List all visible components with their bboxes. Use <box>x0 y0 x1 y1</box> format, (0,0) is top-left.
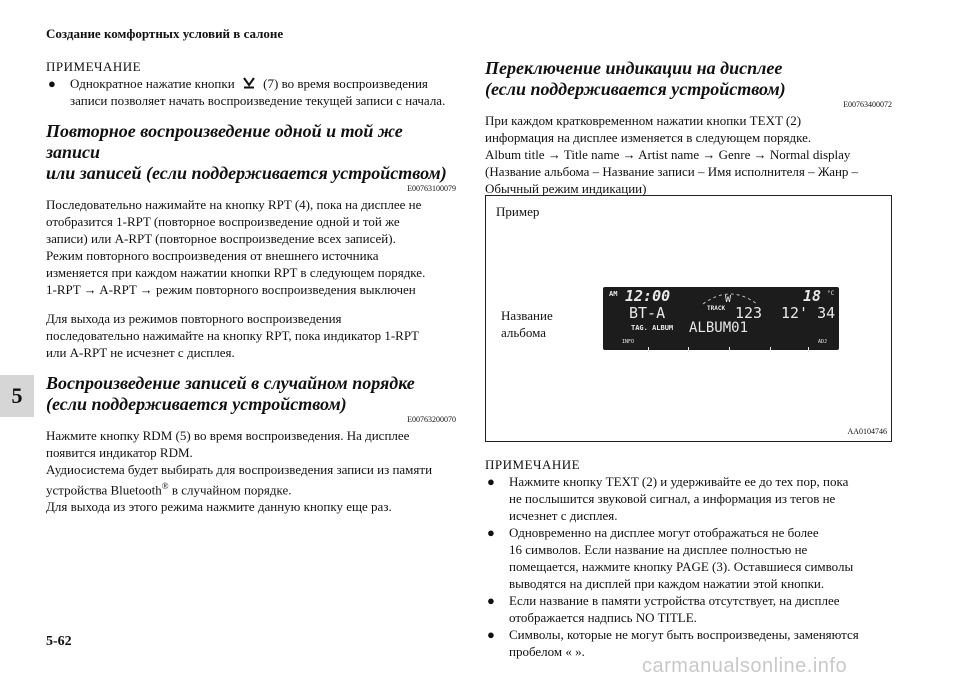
am-indicator: AM <box>609 290 618 298</box>
note-title: ПРИМЕЧАНИЕ <box>485 457 581 472</box>
text-line: При каждом кратковременном нажатии кнопки TEXT (2) <box>485 113 802 128</box>
text-line: Если название в памяти устройства отсутствует, на дисплее <box>509 593 840 608</box>
temperature-display: 18 <box>803 287 822 305</box>
track-number: 123 <box>735 304 763 322</box>
note-title: ПРИМЕЧАНИЕ <box>46 59 142 74</box>
text-part: в случайном порядке. <box>168 482 292 498</box>
track-label: TRACK <box>707 305 726 312</box>
text-line: отобразится 1-RPT (повторное воспроизведение одной и той же <box>46 214 400 229</box>
text-line <box>46 478 456 498</box>
page-number: 5-62 <box>46 634 72 649</box>
text-line: появится индикатор RDM. <box>46 445 193 460</box>
note-item <box>485 592 892 626</box>
text-line: помещается, нажмите кнопку PAGE (3). Оставшиеся символы <box>509 559 854 574</box>
random-title-line2: (если поддерживается устройством) <box>46 394 347 414</box>
text-line: Для выхода из этого режима нажмите данную кнопку еще раз. <box>46 499 392 515</box>
left-column <box>46 58 456 515</box>
repeat-title-line1: Повторное воспроизведение одной и той же записи <box>46 121 403 162</box>
album-callout-label <box>501 307 553 341</box>
repeat-section-title <box>46 121 456 184</box>
play-time: 12' 34 <box>781 304 836 322</box>
watermark-text: carmanualsonline.info <box>642 655 848 677</box>
repeat-paragraph-2 <box>46 310 456 361</box>
bullet-icon: ● <box>487 474 495 489</box>
switch-paragraph <box>485 112 892 197</box>
text-line: записи) или A-RPT (повторное воспроизведение всех записей). <box>46 231 396 246</box>
text-line: 1-RPT → A-RPT → режим повторного воспроизведения выключен <box>46 282 416 297</box>
section-tab: 5 <box>0 375 34 417</box>
note-item <box>485 524 892 592</box>
lcd-display <box>603 287 839 350</box>
repeat-section-code: E00763100079 <box>407 184 456 193</box>
note-item <box>485 473 892 524</box>
text-part: устройства Bluetooth <box>46 482 162 498</box>
clock-display: 12:00 <box>625 287 671 305</box>
random-title-line1: Воспроизведение записей в случайном порядке <box>46 373 415 393</box>
random-section-title <box>46 373 456 415</box>
text-line: последовательно нажимайте на кнопку RPT, пока индикатор 1-RPT <box>46 328 419 343</box>
function-ticks <box>643 339 813 347</box>
example-label: Пример <box>496 204 540 219</box>
switch-section-code: E00763400072 <box>843 100 892 109</box>
switch-section-title <box>485 58 892 100</box>
bullet-icon: ● <box>487 627 495 642</box>
info-label: INFO <box>622 339 635 345</box>
note-item <box>46 75 456 109</box>
text-line: отображается надпись NO TITLE. <box>509 610 697 625</box>
random-section-code: E00763200070 <box>407 415 456 424</box>
text-line: изменяется при каждом нажатии кнопки RPT в следующем порядке. <box>46 265 426 280</box>
text-line: информация на дисплее изменяется в следующем порядке. <box>485 130 812 145</box>
switch-title-line1: Переключение индикации на дисплее <box>485 58 783 78</box>
note-text-part2: (7) во время воспроизведения записи позволяет начать воспроизведение текущей записи с начала. <box>70 76 446 108</box>
text-line: Нажмите кнопку TEXT (2) и удерживайте ее до тех пор, пока <box>509 474 849 489</box>
text-line: Символы, которые не могут быть воспроизведены, заменяются <box>509 627 859 642</box>
text-line: Обычный режим индикации) <box>485 181 647 196</box>
text-line: Режим повторного воспроизведения от внешнего источника <box>46 248 379 263</box>
right-column <box>485 58 892 197</box>
album-name: ALBUM01 <box>689 320 749 336</box>
right-note <box>485 456 892 660</box>
source-display: BT-A <box>629 304 666 322</box>
note-text-part1: Однократное нажатие кнопки <box>70 76 235 91</box>
text-line: Album title → Title name → Artist name → Genre → Normal display <box>485 147 851 162</box>
bullet-icon: ● <box>487 525 495 540</box>
skip-down-arrow-icon <box>242 76 256 88</box>
adj-label: ADJ <box>818 339 828 345</box>
album-label-line2: альбома <box>501 325 547 340</box>
text-line: 16 символов. Если название на дисплее полностью не <box>509 542 808 557</box>
text-line: выводятся на дисплей при каждом нажатии этой кнопки. <box>509 576 825 591</box>
text-line: Для выхода из режимов повторного воспроизведения <box>46 311 342 326</box>
random-paragraph <box>46 427 456 515</box>
repeat-paragraph-1 <box>46 196 456 298</box>
tag-album-label: TAG. ALBUM <box>631 324 674 332</box>
album-label-line1: Название <box>501 308 553 323</box>
switch-title-line2: (если поддерживается устройством) <box>485 79 786 99</box>
bullet-icon: ● <box>48 76 56 91</box>
text-line: Последовательно нажимайте на кнопку RPT (4), пока на дисплее не <box>46 197 422 212</box>
text-line: пробелом « ». <box>509 644 585 659</box>
text-line: Аудиосистема будет выбирать для воспроизведения записи из памяти <box>46 462 433 477</box>
text-line: (Название альбома – Название записи – Имя исполнителя – Жанр – <box>485 164 859 179</box>
text-line: Одновременно на дисплее могут отображаться не более <box>509 525 819 540</box>
registered-mark: ® <box>161 481 169 491</box>
display-example-figure <box>485 195 892 442</box>
bullet-icon: ● <box>487 593 495 608</box>
text-line: исчезнет с дисплея. <box>509 508 618 523</box>
text-line: или A-RPT не исчезнет с дисплея. <box>46 345 235 360</box>
temperature-unit: °C <box>827 290 835 297</box>
text-line: Нажмите кнопку RDM (5) во время воспроизведения. На дисплее <box>46 428 410 443</box>
figure-code: AA0104746 <box>847 427 887 436</box>
svg-text:W: W <box>725 294 732 305</box>
page-header-title: Создание комфортных условий в салоне <box>46 26 284 41</box>
repeat-title-line2: или записей (если поддерживается устройством) <box>46 163 447 183</box>
text-line: не послышится звуковой сигнал, а информация из тегов не <box>509 491 836 506</box>
